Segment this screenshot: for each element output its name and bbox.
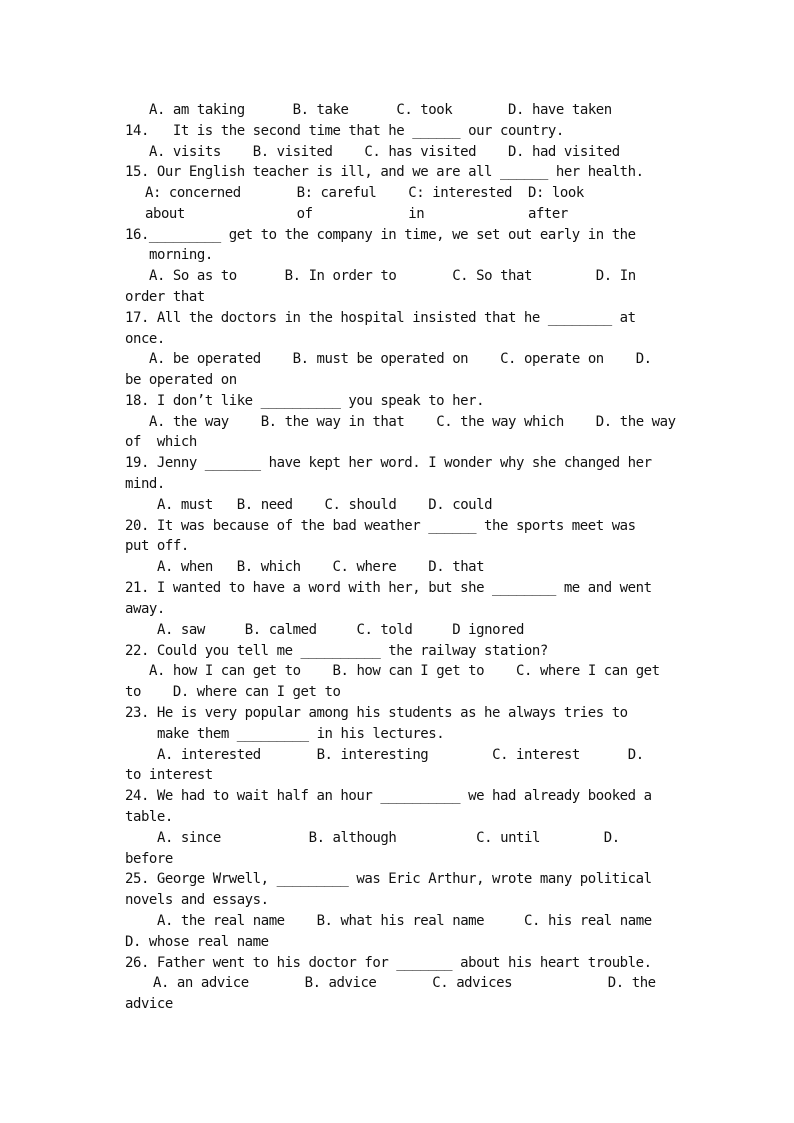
q20-question: 20. It was because of the bad weather ______ the sports meet was [125, 518, 636, 534]
q13-options: A. am taking B. take C. took D. have taken [149, 102, 612, 118]
q21-options: A. saw B. calmed C. told D ignored [157, 622, 525, 638]
q16-options: A. So as to B. In order to C. So that D. In [149, 268, 636, 284]
q23-question-cont: make them _________ in his lectures. [157, 726, 445, 742]
q19-question: 19. Jenny _______ have kept her word. I wonder why she changed her [125, 455, 652, 471]
q20-question-cont: put off. [125, 538, 189, 554]
q15-question: 15. Our English teacher is ill, and we are all ______ her health. [125, 164, 644, 180]
q24-question-cont: table. [125, 809, 173, 825]
q14-options: A. visits B. visited C. has visited D. had visited [149, 144, 620, 160]
q23-options-cont: to interest [125, 767, 213, 783]
q16-options-cont: order that [125, 289, 205, 305]
q24-options-cont: before [125, 851, 173, 867]
q25-question-cont: novels and essays. [125, 892, 269, 908]
q23-question: 23. He is very popular among his students as he always tries to [125, 705, 628, 721]
q26-options: A. an advice B. advice C. advices D. the [153, 975, 656, 991]
q18-options: A. the way B. the way in that C. the way which D. the way [149, 414, 676, 430]
q24-question: 24. We had to wait half an hour __________ we had already booked a [125, 788, 652, 804]
q25-question: 25. George Wrwell, _________ was Eric Arthur, wrote many political [125, 871, 652, 887]
q25-options-cont: D. whose real name [125, 934, 269, 950]
q22-question: 22. Could you tell me __________ the railway station? [125, 643, 548, 659]
q17-question-cont: once. [125, 331, 165, 347]
q17-options: A. be operated B. must be operated on C. operate on D. [149, 351, 652, 367]
q15-options-line-1: A: concerned B: careful C: interested D: look [145, 185, 584, 201]
q20-options: A. when B. which C. where D. that [157, 559, 485, 575]
q17-question: 17. All the doctors in the hospital insisted that he ________ at [125, 310, 636, 326]
q16-question-cont: morning. [149, 247, 213, 263]
q26-options-cont: advice [125, 996, 173, 1012]
q19-options: A. must B. need C. should D. could [157, 497, 493, 513]
q14-question: 14. It is the second time that he ______ our country. [125, 123, 564, 139]
q19-question-cont: mind. [125, 476, 165, 492]
q26-question: 26. Father went to his doctor for _______ about his heart trouble. [125, 955, 652, 971]
q24-options: A. since B. although C. until D. [157, 830, 620, 846]
q18-options-cont: of which [125, 434, 197, 450]
q22-options: A. how I can get to B. how can I get to C. where I can get [149, 663, 660, 679]
q18-question: 18. I don’t like __________ you speak to her. [125, 393, 485, 409]
q23-options: A. interested B. interesting C. interest D. [157, 747, 644, 763]
q25-options: A. the real name B. what his real name C. his real name [157, 913, 652, 929]
q21-question: 21. I wanted to have a word with her, but she ________ me and went [125, 580, 652, 596]
q15-options-line-2: about of in after [145, 206, 568, 222]
q21-question-cont: away. [125, 601, 165, 617]
q16-question: 16._________ get to the company in time, we set out early in the [125, 227, 636, 243]
q17-options-cont: be operated on [125, 372, 237, 388]
q22-options-cont: to D. where can I get to [125, 684, 341, 700]
